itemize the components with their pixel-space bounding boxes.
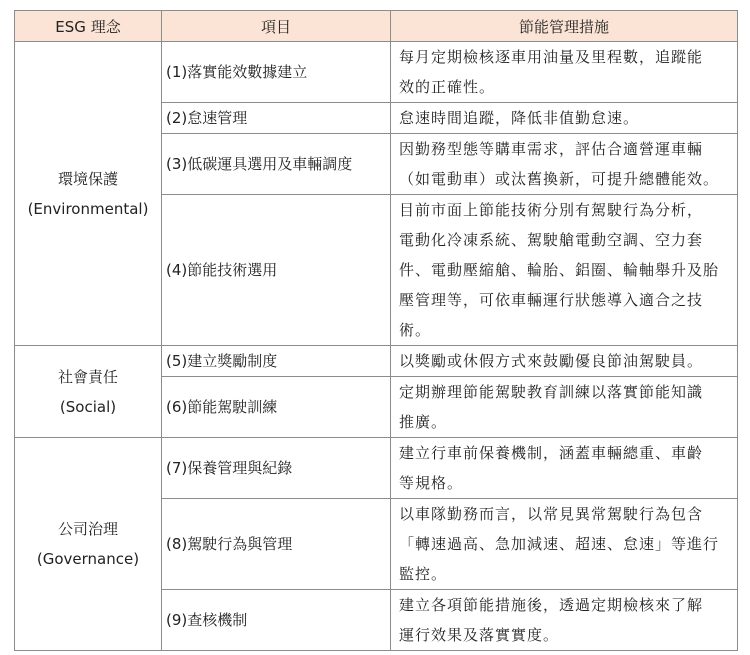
esg-table-container [14,10,738,651]
measure-cell [391,377,738,438]
measure-line: 定期辦理節能駕駛教育訓練以落實節能知識 [399,383,704,401]
item-cell: (4)節能技術選用 [162,195,391,346]
measure-line: 每月定期檢核逐車用油量及里程數，追蹤能 [399,48,704,66]
measure-cell [391,134,738,195]
item-cell: (9)查核機制 [162,590,391,651]
esg-energy-management-table [14,10,738,651]
measure-line: 運行效果及落實實度。 [399,626,560,644]
item-cell: (1)落實能效數據建立 [162,42,391,103]
category-environmental [15,42,162,346]
measure-line: 「轉速過高、急加減速、超速、怠速」等進行 [399,535,720,553]
item-cell: (2)怠速管理 [162,103,391,134]
measure-line: （如電動車）或汰舊換新，可提升總體能效。 [399,170,720,188]
measure-cell [391,195,738,346]
header-item: 項目 [162,11,391,42]
measure-line: 監控。 [399,565,448,583]
measure-line: 效的正確性。 [399,78,496,96]
measure-line: 以獎勵或休假方式來鼓勵優良節油駕駛員。 [399,352,704,370]
header-measures: 節能管理措施 [391,11,738,42]
measure-line: 建立行車前保養機制，涵蓋車輛總重、車齡 [399,444,704,462]
measure-cell [391,103,738,134]
category-social [15,346,162,438]
item-cell: (5)建立獎勵制度 [162,346,391,377]
table-row [15,438,738,499]
category-governance [15,438,162,651]
measure-line: 推廣。 [399,413,448,431]
measure-cell [391,42,738,103]
table-row [15,346,738,377]
table-row [15,42,738,103]
item-cell: (6)節能駕駛訓練 [162,377,391,438]
measure-line: 以車隊勤務而言，以常見異常駕駛行為包含 [399,505,704,523]
measure-cell [391,499,738,590]
measure-line: 建立各項節能措施後，透過定期檢核來了解 [399,596,704,614]
measure-line: 件、電動壓縮艙、輪胎、鋁圈、輪軸舉升及胎 [399,261,720,279]
item-cell: (7)保養管理與紀錄 [162,438,391,499]
measure-line: 目前市面上節能技術分別有駕駛行為分析， [399,201,704,219]
category-label-zh: 公司治理 [57,520,118,538]
header-esg-concept: ESG 理念 [15,11,162,42]
measure-line: 壓管理等，可依車輛運行狀態導入適合之技 [399,291,704,309]
item-cell: (8)駕駛行為與管理 [162,499,391,590]
table-header-row [15,11,738,42]
category-label-en: (Governance) [36,550,140,568]
measure-line: 電動化冷凍系統、駕駛艙電動空調、空力套 [399,231,704,249]
item-cell: (3)低碳運具選用及車輛調度 [162,134,391,195]
category-label-zh: 社會責任 [57,367,118,386]
category-label-en: (Social) [59,397,117,416]
measure-line: 等規格。 [399,474,464,492]
measure-cell [391,590,738,651]
category-label-en: (Environmental) [27,199,149,218]
measure-line: 怠速時間追蹤，降低非值勤怠速。 [399,109,640,127]
measure-line: 術。 [399,321,432,339]
measure-line: 因勤務型態等購車需求，評估合適營運車輛 [399,140,704,158]
measure-cell [391,346,738,377]
measure-cell [391,438,738,499]
category-label-zh: 環境保護 [57,169,118,188]
